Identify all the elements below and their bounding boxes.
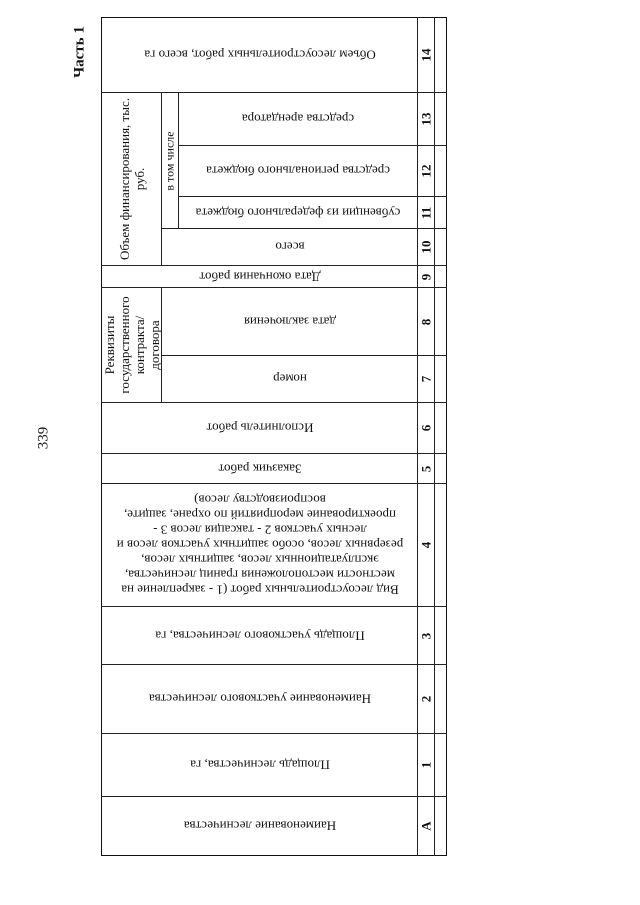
column-number: 9: [418, 273, 434, 280]
column-number: 14: [418, 48, 434, 62]
header-col-9: Дата окончания работ: [198, 269, 321, 284]
header-col-5: Заказчик работ: [218, 461, 302, 476]
header-col-1: Площадь лесничества, га: [189, 757, 330, 773]
header-col-6: Исполнитель работ: [206, 420, 313, 436]
column-number: 11: [418, 206, 434, 219]
header-col-2: Наименование участкового лесничества: [148, 691, 371, 707]
header-col-4: Вид лесоустроительных работ (1 - закрепление на местности местоположения границ лесничества, эксплуатационных лесов, защитных лесов, резервных лесов, особо защитных участков лесов и лесных участков 2 - таксация лесов 3 - проектирование мероприятий по охране, защите, воспроизводству лесов): [116, 492, 403, 598]
header-col-3: Площадь участкового лесничества, га: [154, 628, 365, 643]
column-number: A: [418, 821, 434, 831]
table-border-right: [446, 17, 447, 856]
column-number: 7: [418, 375, 434, 383]
header-col-a: Наименование лесничества: [183, 818, 336, 834]
table-border-bottom: [101, 855, 447, 856]
header-col-11: субвенции из федерального бюджета: [195, 205, 401, 220]
header-col-14: Объем лесоустроительных работ, всего га: [143, 47, 376, 63]
column-number: 1: [418, 761, 434, 769]
column-number: 8: [418, 318, 434, 325]
header-finance-group: Объем финансирования, тыс. руб.: [116, 98, 147, 261]
part-label: Часть 1: [71, 26, 88, 78]
column-number: 3: [418, 632, 434, 639]
header-contract-group: Реквизиты государственного контракта/ договора: [102, 296, 161, 394]
column-number: 5: [418, 465, 434, 472]
column-number: 10: [418, 240, 434, 254]
column-number: 13: [418, 112, 434, 126]
header-col-13: средства арендатора: [241, 111, 355, 127]
header-including: в том числе: [162, 130, 177, 191]
header-col-12: средства регионального бюджета: [206, 163, 390, 179]
column-number: 12: [418, 164, 434, 178]
column-number: 4: [418, 541, 434, 549]
column-number: 2: [418, 695, 434, 703]
data-row-line: [434, 17, 435, 856]
page-number: 339: [35, 426, 52, 450]
header-col-7: номер: [272, 371, 307, 387]
column-number: 6: [418, 424, 434, 432]
header-col-10: всего: [274, 239, 305, 255]
header-col-8: дата заключения: [243, 314, 336, 329]
